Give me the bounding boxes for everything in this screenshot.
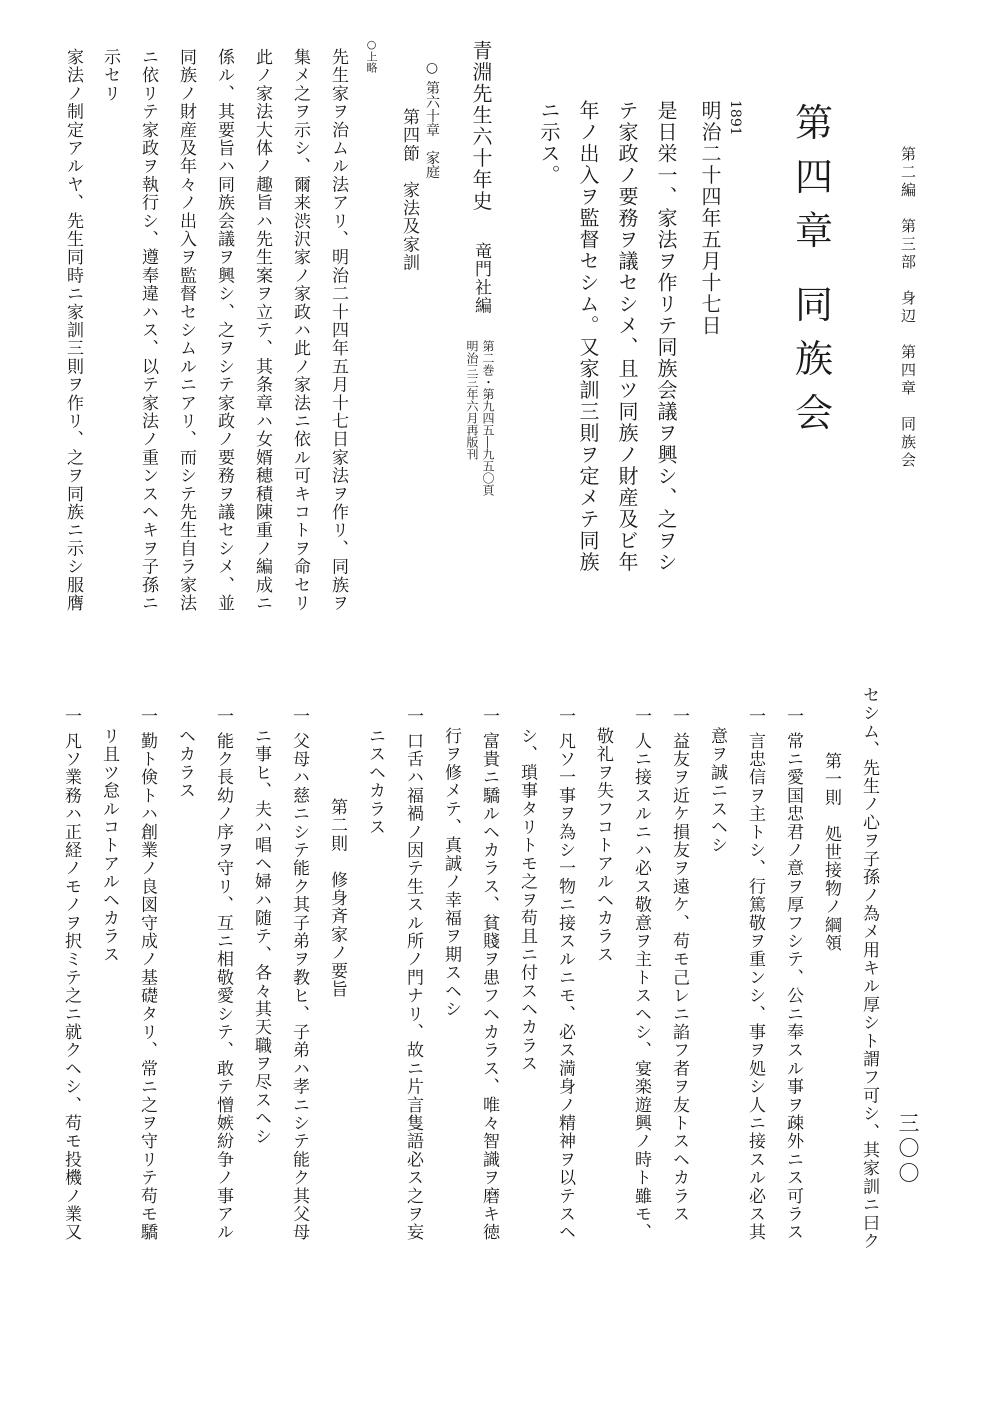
body-line: 係ル、其要旨ハ同族会議ヲ興シ、之ヲシテ家政ノ要務ヲ議セシメ、並 <box>214 48 234 613</box>
rule-heading: 第一則 処世接物ノ綱領 <box>821 752 841 953</box>
source-citation: 第二巻・第九四五―九五〇頁 <box>481 340 495 496</box>
running-header: 第二編 第三部 身辺 第四章 同族会 <box>899 146 917 470</box>
entry-summary-line: 年ノ出入ヲ監督セシム。又家訓三則ヲ定メテ同族 <box>576 100 600 573</box>
precept-line: 一 言忠信ヲ主トシ、行篤敬ヲ重ンシ、事ヲ処シ人ニ接スル必ス其 <box>745 707 765 1242</box>
rule-heading: 第二則 修身斉家ノ要旨 <box>327 798 347 999</box>
chapter-reference: ○ 第六十章 家庭 <box>424 60 440 179</box>
chapter-title-char: 族 <box>795 337 834 381</box>
body-line: 集メ之ヲ示シ、爾来渋沢家ノ家政ハ此ノ家法ニ依ル可キコトヲ命セリ <box>290 48 310 613</box>
precept-line: 一 口舌ハ福禍ノ因テ生スル所ノ門ナリ、故ニ片言隻語必ス之ヲ妄 <box>403 707 423 1242</box>
precept-line: ヘカラス <box>175 727 195 800</box>
precept-line: 一 常ニ愛国忠君ノ意ヲ厚フシテ、公ニ奉スル事ヲ疎外ニス可ラス <box>783 707 803 1242</box>
precept-line: リ且ツ怠ルコトアルヘカラス <box>99 727 119 964</box>
body-line: 示セリ <box>100 48 120 103</box>
omission-mark: ○上略 <box>365 38 378 73</box>
body-line: 同族ノ財産及年々ノ出入ヲ監督セシムルニアリ、而シテ先生自ラ家法 <box>176 48 196 613</box>
page-number: 三〇〇 <box>896 1112 920 1187</box>
precept-line: ニ事ヒ、夫ハ唱ヘ婦ハ随テ、各々其天職ヲ尽スヘシ <box>251 727 271 1146</box>
source-citation: 明治三三年六月再版刊 <box>465 340 479 460</box>
precept-line: 意ヲ誠ニスヘシ <box>707 727 727 855</box>
precept-line: 一 凡ソ業務ハ正経ノモノヲ択ミテ之ニ就クヘシ、苟モ投機ノ業又 <box>61 707 81 1242</box>
entry-summary-line: テ家政ノ要務ヲ議セシメ、且ツ同族ノ財産及ビ年 <box>615 100 639 573</box>
chapter-title-char: 四 <box>795 155 834 199</box>
precept-line: 一 凡ソ一事ヲ為シ一物ニ接スルニモ、必ス満身ノ精神ヲ以テスヘ <box>555 707 575 1242</box>
entry-summary-line: ニ示ス。 <box>537 100 561 186</box>
precept-line: ニスヘカラス <box>365 727 385 837</box>
precept-line: 一 能ク長幼ノ序ヲ守リ、互ニ相敬愛シテ、敢テ憎嫉紛争ノ事アル <box>213 707 233 1242</box>
body-line: 先生家ヲ治ムル法アリ、明治二十四年五月十七日家法ヲ作リ、同族ヲ <box>328 48 348 613</box>
chapter-title-char: 会 <box>795 391 834 435</box>
section-heading: 第四節 家法及家訓 <box>399 108 419 272</box>
precept-line: 一 富貴ニ驕ルヘカラス、貧賤ヲ患フヘカラス、唯々智識ヲ磨キ徳 <box>479 707 499 1242</box>
entry-year: 1891 <box>727 100 743 136</box>
body-line: 此ノ家法大体ノ趣旨ハ先生案ヲ立テ、其条章ハ女婿穂積陳重ノ編成ニ <box>252 48 272 613</box>
precept-line: 一 人ニ接スルニハ必ス敬意ヲ主トスヘシ、宴楽遊興ノ時ト雖モ、 <box>631 707 651 1242</box>
precept-line: シ、瑣事タリトモ之ヲ苟且ニ付スヘカラス <box>517 727 537 1073</box>
precept-line: 一 父母ハ慈ニシテ能ク其子弟ヲ教ヒ、子弟ハ孝ニシテ能ク其父母 <box>289 707 309 1242</box>
precept-line: 一 益友ヲ近ケ損友ヲ遠ケ、苟モ己レニ諂フ者ヲ友トスヘカラス <box>669 707 689 1224</box>
body-line: 家法ノ制定アルヤ、先生同時ニ家訓三則ヲ作リ、之ヲ同族ニ示シ服膺 <box>63 48 83 613</box>
precept-line: 敬礼ヲ失フコトアルヘカラス <box>593 727 613 964</box>
chapter-title <box>795 92 841 435</box>
source-book: 青淵先生六十年史 <box>469 40 493 212</box>
body-line: ニ依リテ家政ヲ執行シ、遵奉違ハス、以テ家法ノ重ンスヘキヲ子孫ニ <box>138 48 158 613</box>
precept-line: 行ヲ修メテ、真誠ノ幸福ヲ期スヘシ <box>441 727 461 1019</box>
entry-summary-line: 是日栄一、家法ヲ作リテ同族会議ヲ興シ、之ヲシ <box>654 100 678 573</box>
body-line: セシム、先生ノ心ヲ子孫ノ為メ用キル厚シト謂フ可シ、其家訓ニ曰ク <box>859 686 879 1251</box>
source-publisher: 竜門社編 <box>471 242 491 315</box>
precept-line: 一 勤ト倹トハ創業ノ良図守成ノ基礎タリ、常ニ之ヲ守リテ苟モ驕 <box>137 707 157 1242</box>
chapter-title-char: 章 <box>795 209 834 253</box>
chapter-title-char: 第 <box>795 101 834 145</box>
chapter-title-char: 同 <box>795 283 834 327</box>
entry-date: 明治二十四年五月十七日 <box>698 100 722 337</box>
